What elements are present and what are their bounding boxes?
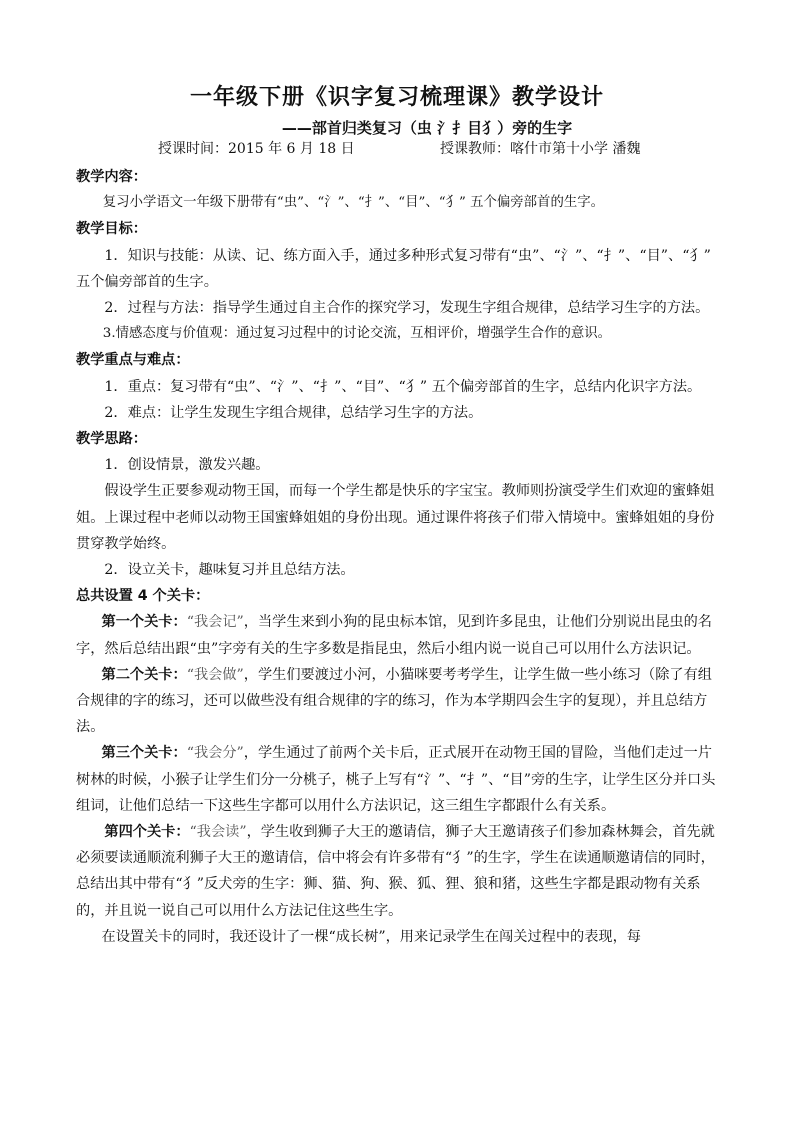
document-body xyxy=(76,164,716,950)
level-1-quote: “我会记” xyxy=(186,614,244,631)
idea-2: 2．设立关卡，趣味复习并且总结方法。 xyxy=(104,562,355,579)
teacher-name: 授课教师：喀什市第十小学 潘魏 xyxy=(440,141,641,157)
level-3-quote: “我会分” xyxy=(186,745,244,762)
difficult-point: 2．难点：让学生发现生字组合规律，总结学习生字的方法。 xyxy=(104,404,483,421)
level-2-quote: “我会做” xyxy=(186,666,244,683)
level-4-label: 第四个关卡： xyxy=(104,824,190,841)
content-text: 复习小学语文一年级下册带有“虫”、“氵”、“扌”、“目”、“犭” 五个偏旁部首的生字。 xyxy=(102,195,605,211)
goal-1: 1．知识与技能：从读、记、练方面入手，通过多种形式复习带有“虫”、“氵”、“扌”、“目”、“犭” 五个偏旁部首的生字。 xyxy=(76,247,711,290)
section-heading-ideas: 教学思路： xyxy=(76,431,147,448)
class-time: 授课时间：2015 年 6 月 18 日 xyxy=(158,141,355,157)
idea-1-text: 假设学生正要参观动物王国，而每一个学生都是快乐的字宝宝。教师则扮演受学生们欢迎的蜜蜂姐姐。上课过程中老师以动物王国蜜蜂姐姐的身份出现。通过课件将孩子们带入情境中。蜜蜂姐姐的身份贯穿教学始终。 xyxy=(76,483,715,552)
level-4-quote: “我会读” xyxy=(189,824,247,841)
level-3 xyxy=(76,740,716,819)
goal-2: 2．过程与方法：指导学生通过自主合作的探究学习，发现生字组合规律，总结学习生字的方法。 xyxy=(104,300,710,317)
level-1-label: 第一个关卡： xyxy=(101,614,187,631)
section-heading-keys: 教学重点与难点： xyxy=(76,352,190,369)
level-3-text: ，学生通过了前两个关卡后，正式展开在动物王国的冒险，当他们走过一片树林的时候，小猴子让学生们分一分桃子，桃子上写有“氵”、“扌”、“目”旁的生字，让学生区分并口头组词，让他们总结一下这些生字都可以用什么方法识记，这三组生字都跟什么有关系。 xyxy=(76,745,716,814)
section-heading-content: 教学内容： xyxy=(76,169,147,185)
level-2-text: ，学生们要渡过小河，小猫咪要考考学生，让学生做一些小练习（除了有组合规律的字的练习，还可以做些没有组合规律的字的练习，作为本学期四会生字的复现），并且总结方法。 xyxy=(76,666,712,736)
section-heading-levels: 总共设置 4 个关卡： xyxy=(76,588,210,605)
level-1 xyxy=(76,609,716,661)
level-3-label: 第三个关卡： xyxy=(101,745,187,762)
page-title: 一年级下册《识字复习梳理课》教学设计 xyxy=(189,85,604,110)
level-4 xyxy=(76,819,716,924)
goal-3: 3.情感态度与价值观：通过复习过程中的讨论交流，互相评价，增强学生合作的意识。 xyxy=(102,326,612,342)
key-point: 1．重点：复习带有“虫”、“氵”、“扌”、“目”、“犭” 五个偏旁部首的生字，总结内化识字方法。 xyxy=(104,378,702,395)
section-heading-goals: 教学目标： xyxy=(76,221,147,238)
closing-text: 在设置关卡的同时，我还设计了一棵“成长树”，用来记录学生在闯关过程中的表现，每 xyxy=(101,928,641,945)
page-subtitle: ——部首归类复习（虫 氵扌目犭）旁的生字 xyxy=(281,119,573,137)
idea-1: 1．创设情景，激发兴趣。 xyxy=(104,457,270,474)
level-2-label: 第二个关卡： xyxy=(101,666,187,683)
level-2 xyxy=(76,662,716,741)
level-1-text: ，当学生来到小狗的昆虫标本馆，见到许多昆虫，让他们分别说出昆虫的名字，然后总结出跟“虫”字旁有关的生字多数是指昆虫，然后小组内说一说自己可以用什么方法识记。 xyxy=(76,614,712,657)
level-4-text: ，学生收到狮子大王的邀请信，狮子大王邀请孩子们参加森林舞会，首先就必须要读通顺流利狮子大王的邀请信，信中将会有许多带有“犭”的生字，学生在读通顺邀请信的同时，总结出其中带有“犭”反犬旁的生字：狮、猫、狗、猴、狐、狸、狼和猪，这些生字都是跟动物有关系的，并且说一说自己可以用什么方法记住这些生字。 xyxy=(76,824,715,919)
